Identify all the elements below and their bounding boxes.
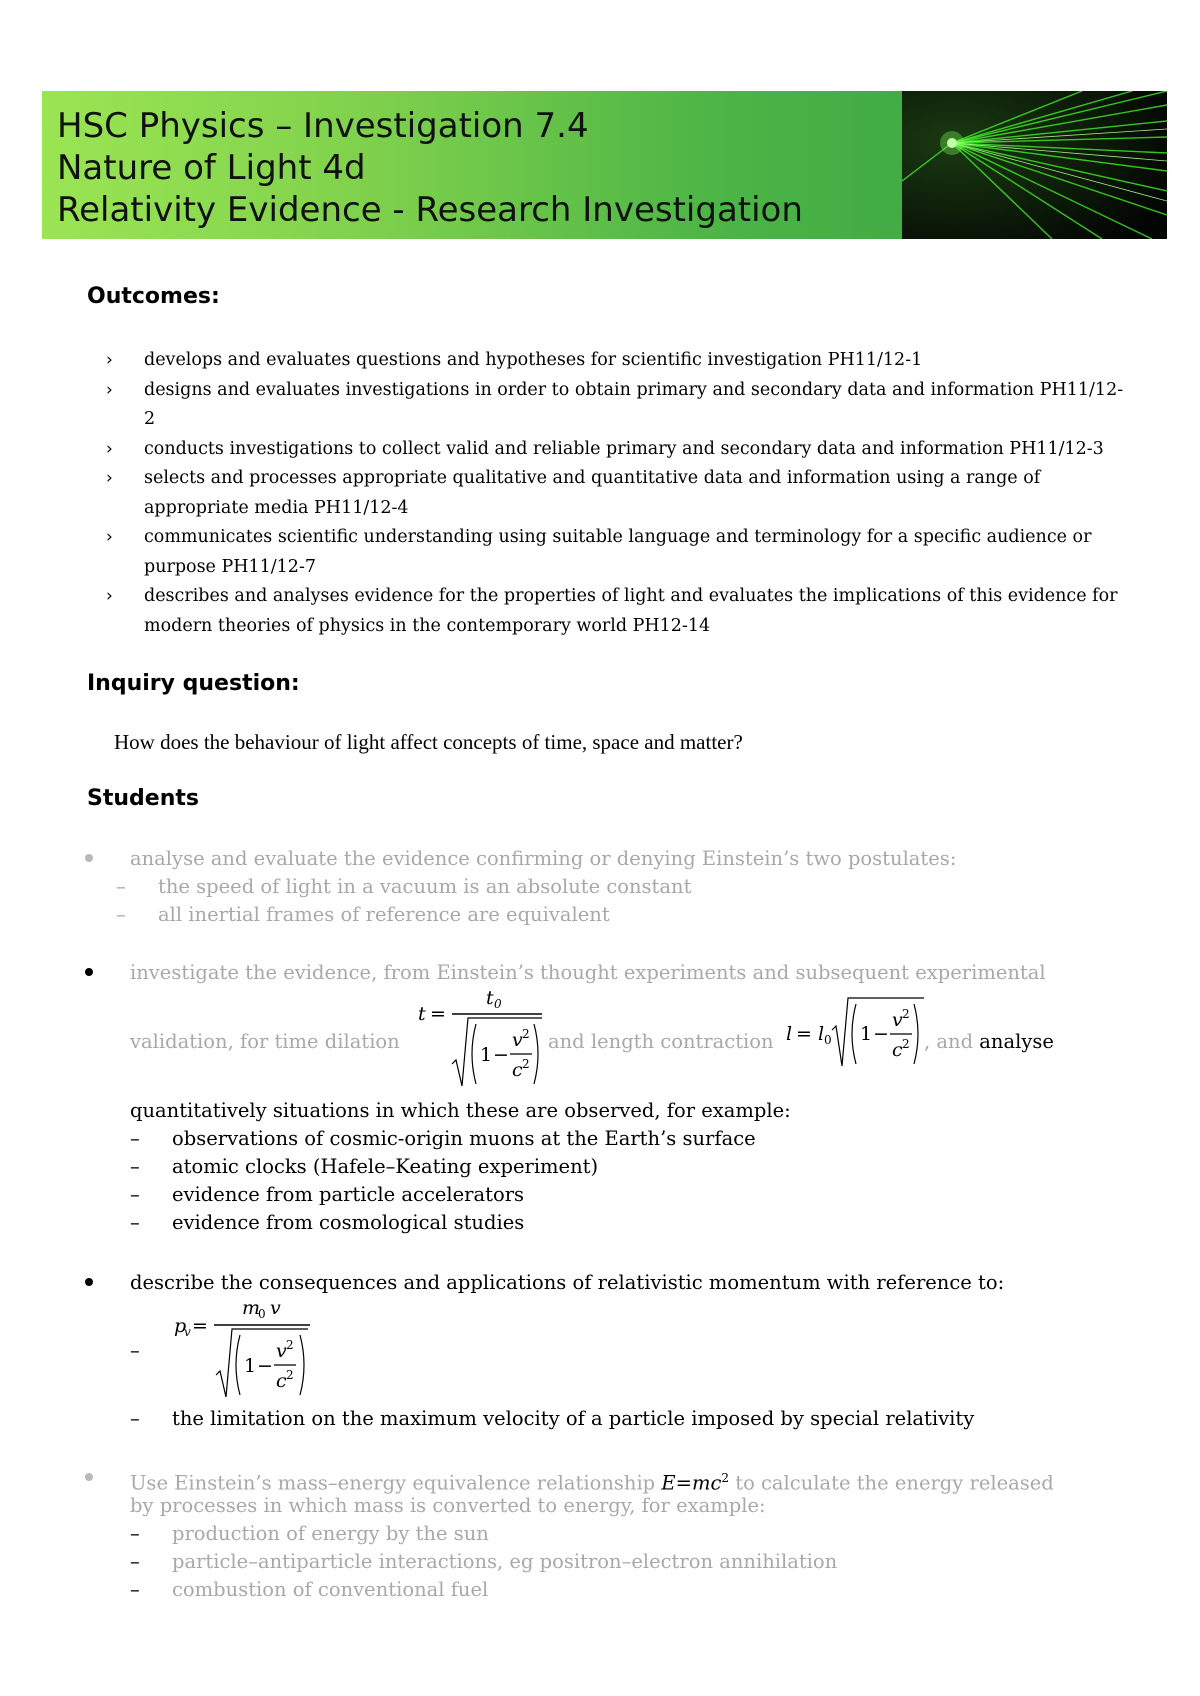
list-item: › conducts investigations to collect valid and reliable primary and secondary data and information PH11/12-3: [106, 435, 1126, 465]
formula-sub0: 0: [824, 1033, 832, 1047]
chevron-right-icon: ›: [106, 350, 113, 370]
inquiry-question: How does the behaviour of light affect concepts of time, space and matter?: [114, 730, 743, 754]
bullet-icon: [85, 1278, 93, 1286]
formula-one: 1: [860, 1023, 873, 1045]
title-line-3: Relativity Evidence - Research Investigation: [57, 190, 803, 230]
green-laser-beams-image: [902, 91, 1167, 239]
formula-mc: mc: [691, 1471, 722, 1495]
formula-sq: 2: [522, 1027, 530, 1041]
point2-length-text: and length contraction: [548, 1030, 774, 1053]
title-line-2: Nature of Light 4d: [57, 148, 366, 188]
time-dilation-formula: [416, 982, 546, 1092]
formula-E: E: [661, 1471, 676, 1495]
dash-icon: –: [116, 875, 126, 898]
dash-icon: –: [130, 1407, 140, 1430]
point4-sub-3: combustion of conventional fuel: [172, 1578, 489, 1601]
formula-minus: −: [493, 1044, 509, 1066]
length-contraction-formula: [784, 994, 924, 1074]
formula-sq: 2: [286, 1368, 294, 1382]
chevron-right-icon: ›: [106, 586, 113, 606]
dash-icon: –: [130, 1155, 140, 1178]
formula-minus: −: [873, 1023, 889, 1045]
bullet-icon: [85, 854, 93, 862]
formula-one: 1: [244, 1355, 257, 1377]
formula-c: c: [892, 1039, 903, 1061]
formula-v: v: [512, 1029, 523, 1051]
formula-one: 1: [480, 1044, 493, 1066]
header-title: [57, 105, 803, 231]
formula-m: m: [242, 1297, 261, 1319]
formula-minus: −: [257, 1355, 273, 1377]
point2-and-analyse: , and analyse: [924, 1030, 1054, 1053]
formula-p: p: [174, 1315, 187, 1337]
point2-sub-4: evidence from cosmological studies: [172, 1211, 525, 1234]
chevron-right-icon: ›: [106, 438, 113, 459]
formula-sq: 2: [286, 1338, 294, 1352]
outcomes-list: [106, 346, 1126, 641]
chevron-right-icon: ›: [106, 468, 113, 488]
formula-eq: =: [192, 1315, 208, 1337]
formula-c: c: [512, 1059, 523, 1081]
formula-sub0: 0: [258, 1307, 266, 1321]
dash-icon: –: [130, 1127, 140, 1150]
point2-sub-1: observations of cosmic-origin muons at the Earth’s surface: [172, 1127, 756, 1150]
formula-l0: l: [818, 1023, 825, 1045]
title-line-1: HSC Physics – Investigation 7.4: [57, 106, 589, 146]
point2-sub-2: atomic clocks (Hafele–Keating experiment): [172, 1155, 599, 1178]
formula-c: c: [276, 1370, 287, 1392]
formula-sq: 2: [902, 1007, 910, 1021]
bullet-icon: [85, 1473, 93, 1481]
list-item: › describes and analyses evidence for the properties of light and evaluates the implications of this evidence for modern theories of physics in the contemporary world PH12-14: [106, 582, 1126, 641]
formula-t: t: [418, 1003, 426, 1025]
formula-t0: t: [486, 987, 494, 1009]
formula-sq: 2: [902, 1037, 910, 1051]
formula-v: v: [270, 1297, 281, 1319]
formula-sub0: 0: [494, 997, 502, 1011]
point4-sub-2: particle–antiparticle interactions, eg positron–electron annihilation: [172, 1550, 838, 1573]
formula-sq: 2: [522, 1057, 530, 1071]
point2-line1: investigate the evidence, from Einstein’s thought experiments and subsequent experimental: [130, 961, 1046, 984]
point2-validation-text: validation, for time dilation: [130, 1030, 400, 1053]
dash-icon: –: [116, 903, 126, 926]
bullet-icon: [85, 968, 93, 976]
chevron-right-icon: ›: [106, 379, 113, 400]
formula-eq: =: [796, 1023, 812, 1045]
formula-eq: =: [675, 1471, 692, 1495]
students-heading: Students: [87, 786, 199, 811]
list-item: › develops and evaluates questions and hypotheses for scientific investigation PH11/12-1: [106, 346, 1126, 376]
point2-line3: quantitatively situations in which these are observed, for example:: [130, 1099, 791, 1122]
point4-sub-1: production of energy by the sun: [172, 1522, 489, 1545]
formula-eq: =: [430, 1003, 446, 1025]
chevron-right-icon: ›: [106, 527, 113, 547]
formula-v: v: [892, 1009, 903, 1031]
point4-line1: Use Einstein’s mass–energy equivalence relationship $E=mc^2$ to calculate the energy released: [130, 1471, 1054, 1495]
relativistic-momentum-formula: [172, 1295, 322, 1405]
dash-icon: –: [130, 1183, 140, 1206]
formula-v: v: [276, 1340, 287, 1362]
point1-sub-1: the speed of light in a vacuum is an absolute constant: [158, 875, 692, 898]
point1-text: analyse and evaluate the evidence confirming or denying Einstein’s two postulates:: [130, 847, 957, 870]
list-item: › communicates scientific understanding using suitable language and terminology for a specific audience or purpose PH11/12-7: [106, 523, 1126, 582]
inquiry-heading: Inquiry question:: [87, 671, 300, 696]
dash-icon: –: [130, 1550, 140, 1573]
point4-line2: by processes in which mass is converted to energy, for example:: [130, 1494, 766, 1517]
outcomes-heading: Outcomes:: [87, 284, 220, 309]
list-item: › designs and evaluates investigations in order to obtain primary and secondary data and information PH11/12-2: [106, 376, 1126, 435]
point3-text: describe the consequences and applications of relativistic momentum with reference to:: [130, 1271, 1005, 1294]
formula-l: l: [786, 1023, 793, 1045]
header-banner: [42, 91, 1167, 239]
dash-icon: –: [130, 1578, 140, 1601]
point2-sub-3: evidence from particle accelerators: [172, 1183, 525, 1206]
formula-sq: 2: [721, 1471, 730, 1485]
dash-icon: –: [130, 1211, 140, 1234]
point3-sub-2: the limitation on the maximum velocity of a particle imposed by special relativity: [172, 1407, 975, 1430]
dash-icon: –: [130, 1522, 140, 1545]
list-item: › selects and processes appropriate qualitative and quantitative data and information using a range of appropriate media PH11/12-4: [106, 464, 1126, 523]
dash-icon: –: [130, 1339, 140, 1362]
point1-sub-2: all inertial frames of reference are equivalent: [158, 903, 610, 926]
formula-pv-sub: v: [184, 1325, 191, 1339]
